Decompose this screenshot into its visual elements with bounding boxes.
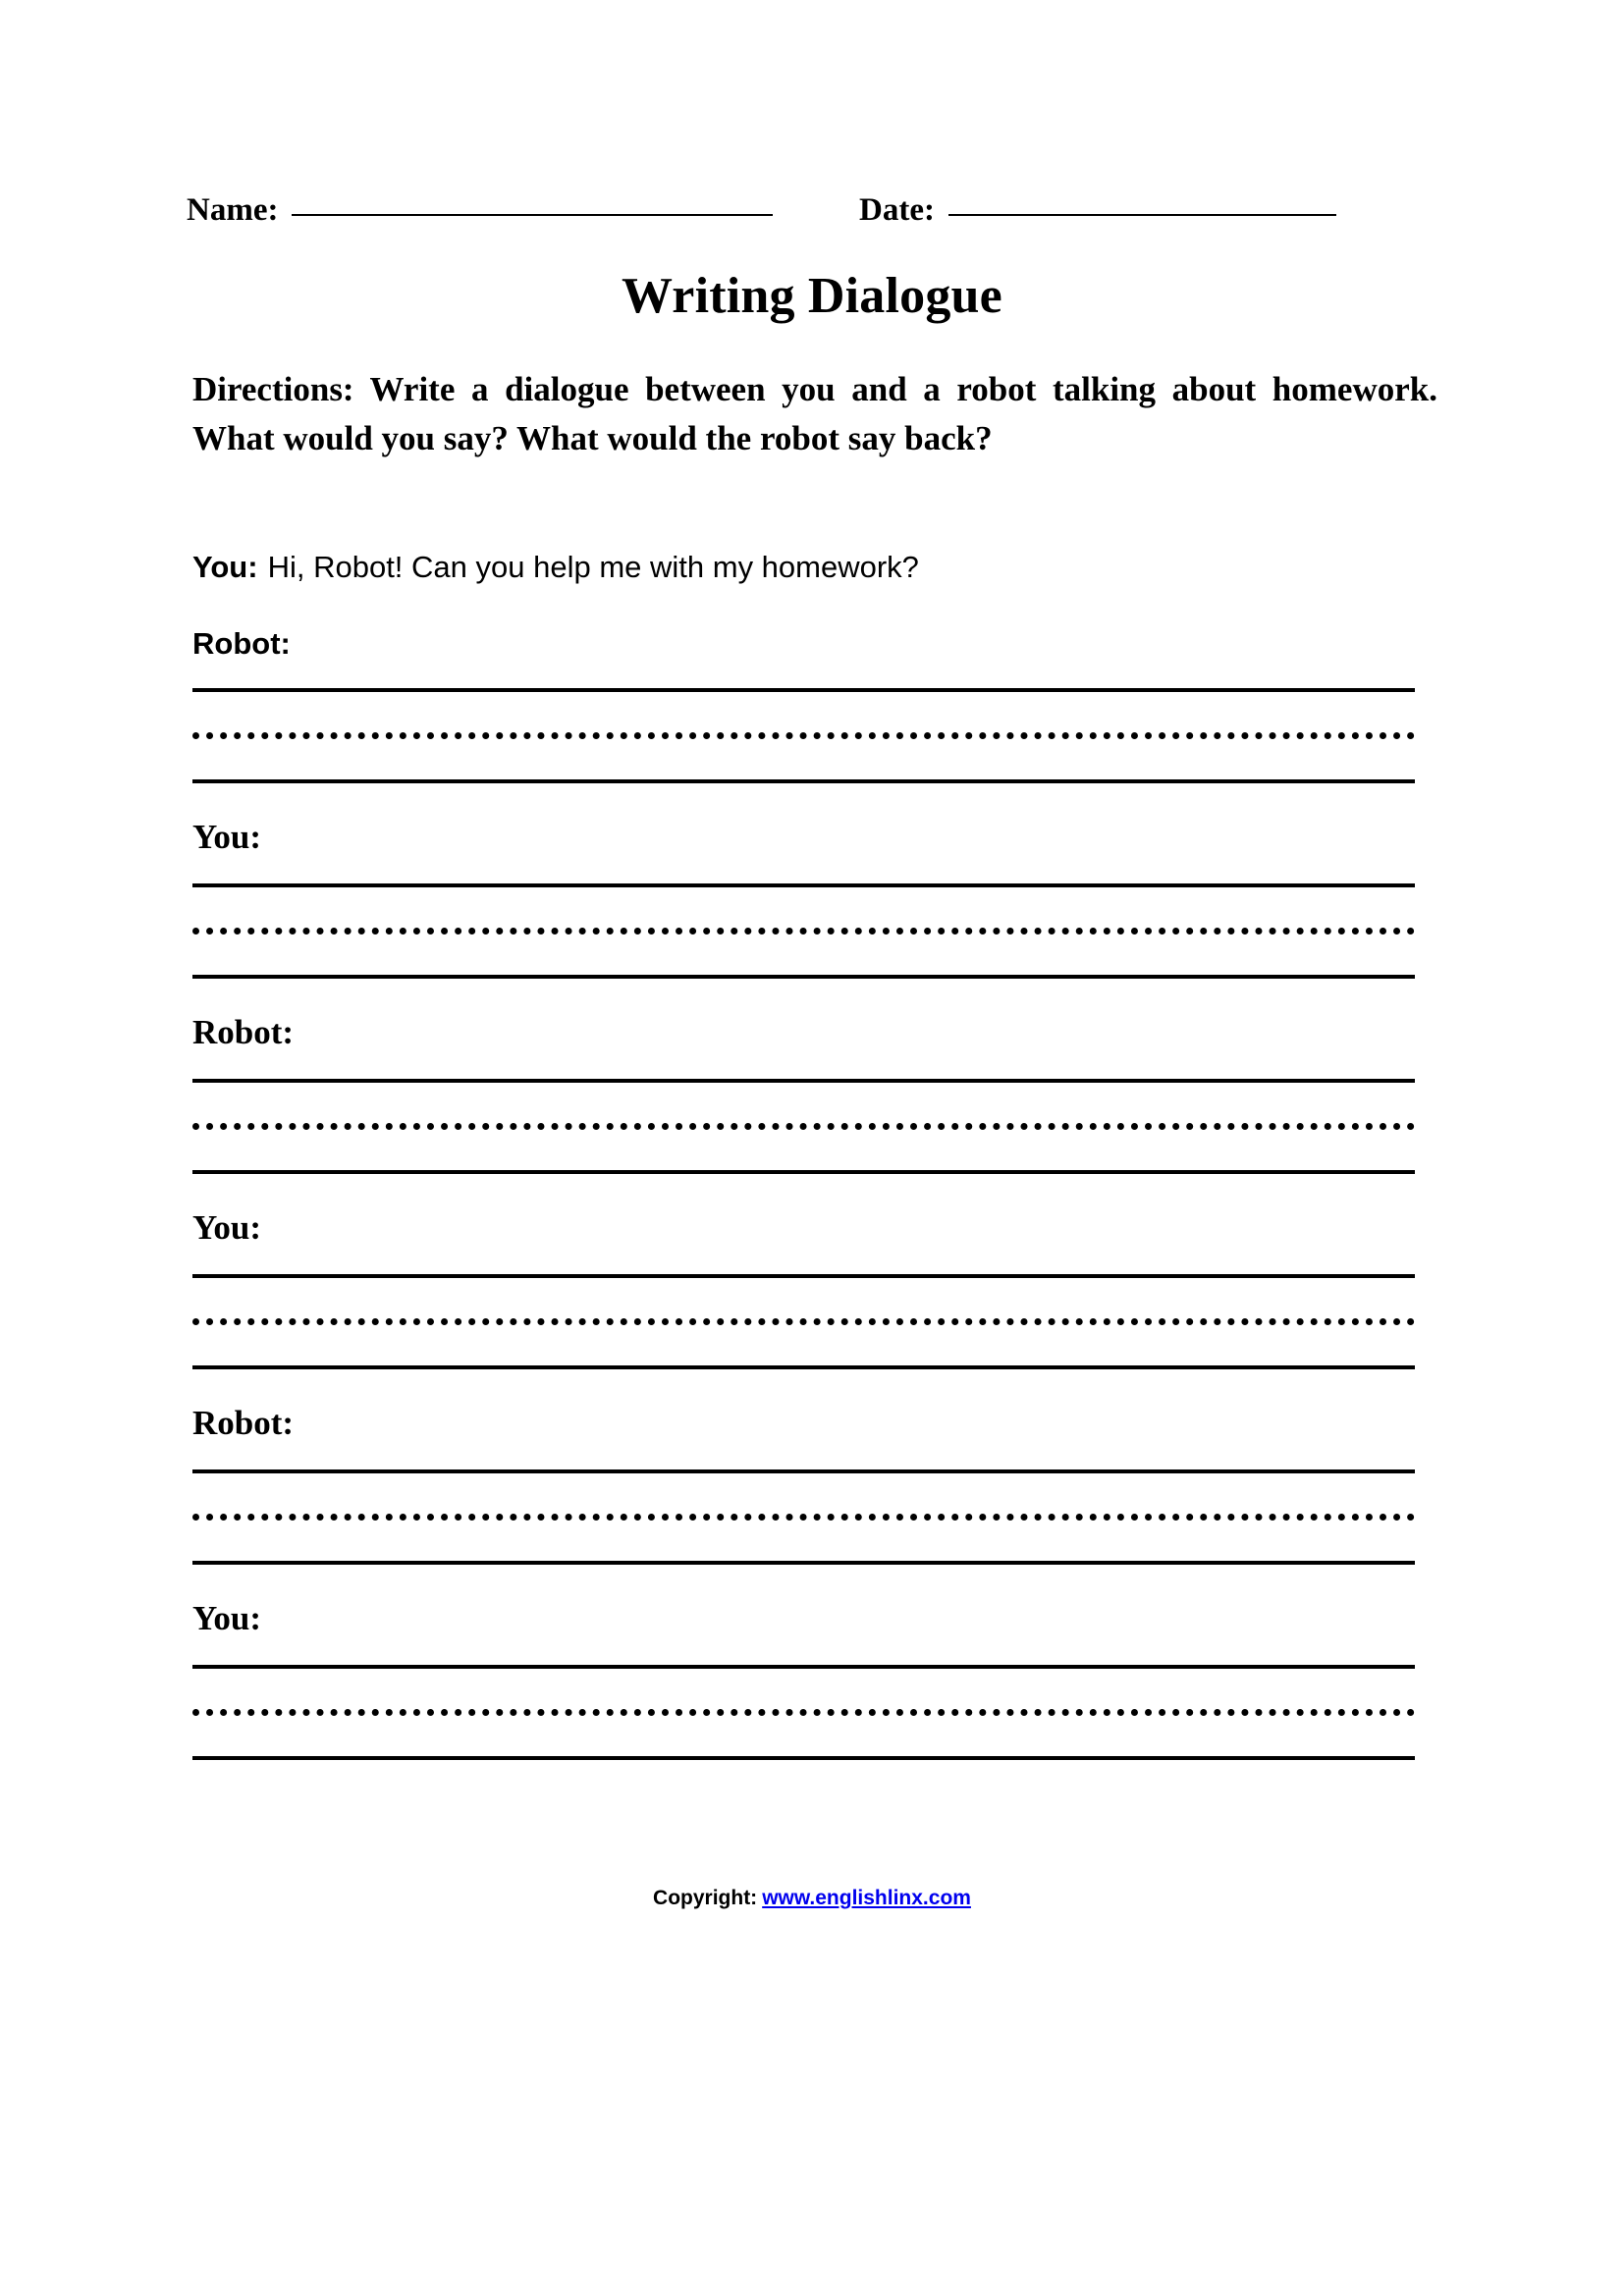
- block-spacer: [192, 979, 1437, 1015]
- writing-line-dotted[interactable]: [192, 732, 1415, 739]
- writing-line-gap: [192, 692, 1415, 732]
- writing-line-gap: [192, 934, 1415, 975]
- writing-line-dotted[interactable]: [192, 1123, 1415, 1130]
- writing-rule-set[interactable]: [192, 1274, 1415, 1369]
- writing-line-gap: [192, 1130, 1415, 1170]
- name-input-rule[interactable]: [292, 214, 773, 216]
- writing-line-dotted[interactable]: [192, 928, 1415, 934]
- writing-line-gap: [192, 887, 1415, 928]
- writing-line-dotted[interactable]: [192, 1709, 1415, 1716]
- dialogue-block: [192, 1601, 1437, 1796]
- writing-line-gap: [192, 1325, 1415, 1365]
- date-field-group: [785, 192, 1438, 229]
- writing-line-dotted[interactable]: [192, 1318, 1415, 1325]
- footer-copyright: [0, 1887, 1624, 1910]
- speaker-label: You:: [192, 1599, 262, 1637]
- speaker-label: You:: [192, 1208, 262, 1247]
- student-info-header: [187, 192, 1438, 229]
- sample-dialogue-line: [192, 550, 1437, 585]
- dialogue-block: [192, 1406, 1437, 1601]
- writing-line-gap: [192, 1669, 1415, 1709]
- writing-line-gap: [192, 1083, 1415, 1123]
- writing-line-gap: [192, 1716, 1415, 1756]
- block-spacer: [192, 1565, 1437, 1601]
- name-field-group: [187, 192, 785, 229]
- speaker-label: You:: [192, 818, 262, 856]
- writing-line-gap: [192, 1278, 1415, 1318]
- writing-line-gap: [192, 739, 1415, 779]
- speaker-label: Robot:: [192, 1013, 295, 1051]
- writing-rule-set[interactable]: [192, 1665, 1415, 1760]
- writing-line-gap: [192, 1473, 1415, 1514]
- page-title: Writing Dialogue: [622, 268, 1002, 324]
- writing-rule-set[interactable]: [192, 688, 1415, 783]
- writing-rule-set[interactable]: [192, 1079, 1415, 1174]
- dialogue-block: [192, 820, 1437, 1015]
- writing-rule-set[interactable]: [192, 883, 1415, 979]
- dialogue-blocks-container: [192, 628, 1437, 1796]
- block-spacer: [192, 783, 1437, 820]
- dialogue-block: [192, 1210, 1437, 1406]
- dialogue-block: [192, 628, 1437, 820]
- speaker-label: Robot:: [192, 1404, 295, 1442]
- sample-speaker-label: You:: [192, 550, 258, 584]
- date-label: Date:: [859, 192, 935, 228]
- copyright-label: Copyright:: [653, 1887, 758, 1909]
- writing-line-dotted[interactable]: [192, 1514, 1415, 1521]
- block-spacer: [192, 1760, 1437, 1796]
- block-spacer: [192, 1174, 1437, 1210]
- sample-utterance-text: Hi, Robot! Can you help me with my homework?: [267, 550, 919, 584]
- name-label: Name:: [187, 192, 279, 228]
- directions-text: Directions: Write a dialogue between you and a robot talking about homework. What would you say? What would the robot say back?: [192, 370, 1437, 457]
- speaker-label: Robot:: [192, 626, 291, 661]
- englishlinx-link[interactable]: www.englishlinx.com: [762, 1887, 971, 1909]
- writing-line-gap: [192, 1521, 1415, 1561]
- dialogue-block: [192, 1015, 1437, 1210]
- date-input-rule[interactable]: [948, 214, 1336, 216]
- block-spacer: [192, 1369, 1437, 1406]
- writing-rule-set[interactable]: [192, 1469, 1415, 1565]
